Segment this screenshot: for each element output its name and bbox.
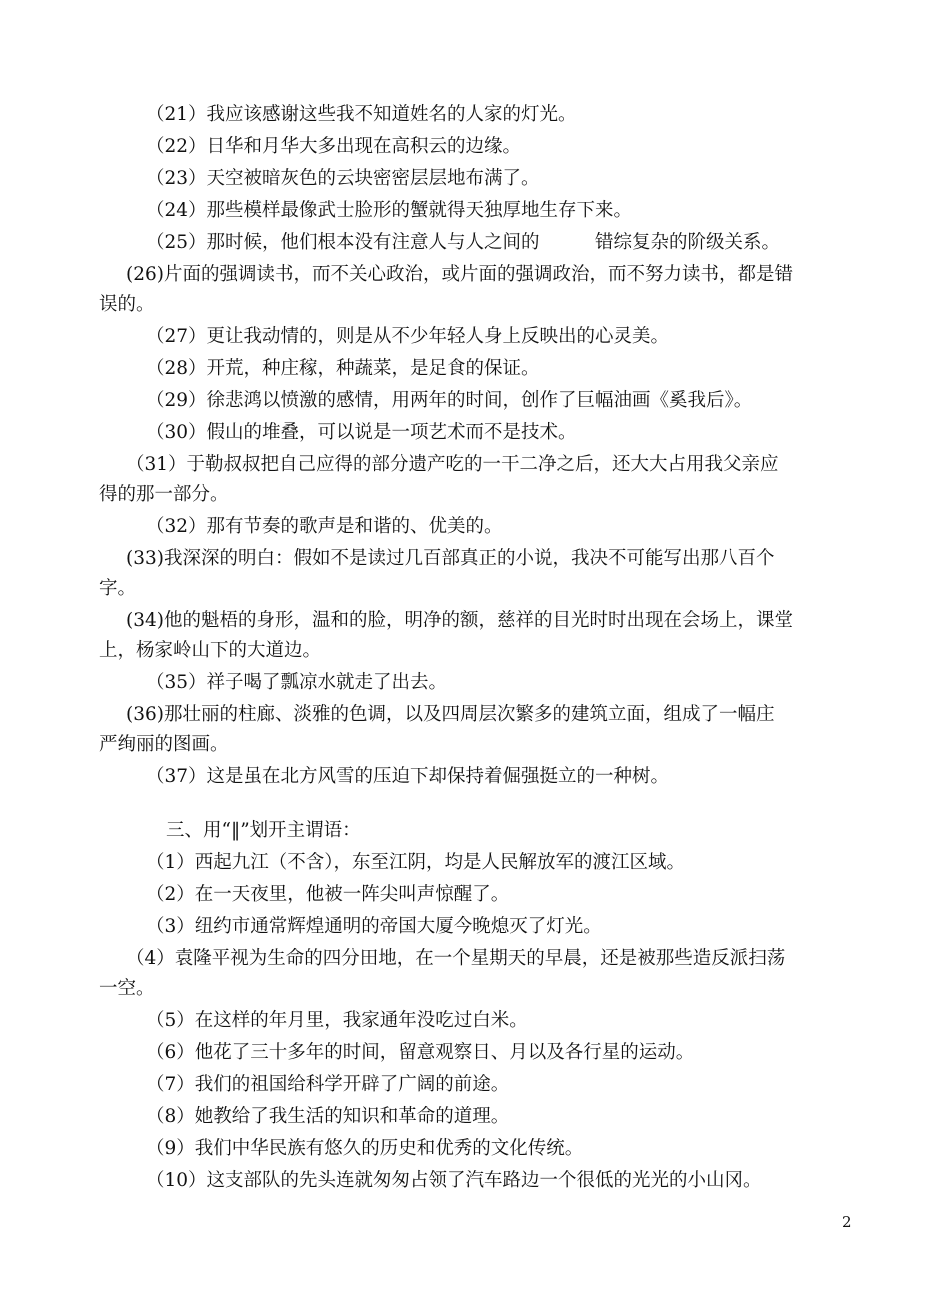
sentence-26-cont: 误的。 — [99, 294, 155, 315]
exercise-4-cont: 一空。 — [99, 978, 155, 999]
sentence-22: （22）日华和月华大多出现在高积云的边缘。 — [146, 136, 522, 157]
sentence-21: （21）我应该感谢这些我不知道姓名的人家的灯光。 — [146, 104, 577, 125]
sentence-37: （37）这是虽在北方风雪的压迫下却保持着倔强挺立的一种树。 — [146, 766, 670, 787]
exercise-9: （9）我们中华民族有悠久的历史和优秀的文化传统。 — [146, 1138, 584, 1159]
sentence-31-cont: 得的那一部分。 — [99, 484, 229, 505]
sentence-26: (26)片面的强调读书，而不关心政治，或片面的强调政治，而不努力读书，都是错 — [126, 264, 793, 285]
exercise-6: （6）他花了三十多年的时间，留意观察日、月以及各行星的运动。 — [146, 1042, 695, 1063]
page-number: 2 — [842, 1213, 852, 1231]
sentence-35: （35）祥子喝了瓢凉水就走了出去。 — [146, 672, 448, 693]
sentence-30: （30）假山的堆叠，可以说是一项艺术而不是技术。 — [146, 422, 577, 443]
sentence-27: （27）更让我动情的，则是从不少年轻人身上反映出的心灵美。 — [146, 326, 670, 347]
exercise-2: （2）在一天夜里，他被一阵尖叫声惊醒了。 — [146, 884, 510, 905]
exercise-8: （8）她教给了我生活的知识和革命的道理。 — [146, 1106, 510, 1127]
sentence-29: （29）徐悲鸿以愤激的感情，用两年的时间，创作了巨幅油画《奚我后》。 — [146, 390, 753, 411]
sentence-23: （23）天空被暗灰色的云块密密层层地布满了。 — [146, 168, 540, 189]
section-heading: 三、用“‖”划开主谓语： — [166, 820, 361, 841]
sentence-28: （28）开荒，种庄稼，种蔬菜，是足食的保证。 — [146, 358, 540, 379]
sentence-31: （31）于勒叔叔把自己应得的部分遗产吃的一干二净之后，还大大占用我父亲应 — [126, 454, 779, 475]
sentence-32: （32）那有节奏的歌声是和谐的、优美的。 — [146, 516, 503, 537]
exercise-4: （4）袁隆平视为生命的四分田地，在一个星期天的早晨，还是被那些造反派扫荡 — [126, 948, 786, 969]
exercise-1: （1）西起九江（不含），东至江阴，均是人民解放军的渡江区域。 — [146, 852, 686, 873]
sentence-36: (36)那壮丽的柱廊、淡雅的色调，以及四周层次繁多的建筑立面，组成了一幅庄 — [126, 704, 775, 725]
sentence-34-cont: 上，杨家岭山下的大道边。 — [99, 640, 322, 661]
sentence-36-cont: 严绚丽的图画。 — [99, 734, 229, 755]
exercise-7: （7）我们的祖国给科学开辟了广阔的前途。 — [146, 1074, 510, 1095]
sentence-34: (34)他的魁梧的身形，温和的脸，明净的额，慈祥的目光时时出现在会场上，课堂 — [126, 610, 793, 631]
sentence-33-cont: 字。 — [99, 578, 137, 599]
exercise-3: （3）纽约市通常辉煌通明的帝国大厦今晚熄灭了灯光。 — [146, 916, 602, 937]
sentence-33: (33)我深深的明白：假如不是读过几百部真正的小说，我决不可能写出那八百个 — [126, 548, 775, 569]
exercise-10: （10）这支部队的先头连就匆匆占领了汽车路边一个很低的光光的小山冈。 — [146, 1170, 762, 1191]
exercise-5: （5）在这样的年月里，我家通年没吃过白米。 — [146, 1010, 528, 1031]
sentence-25: （25）那时候，他们根本没有注意人与人之间的 错综复杂的阶级关系。 — [146, 232, 781, 253]
sentence-24: （24）那些模样最像武士脸形的蟹就得天独厚地生存下来。 — [146, 200, 633, 221]
